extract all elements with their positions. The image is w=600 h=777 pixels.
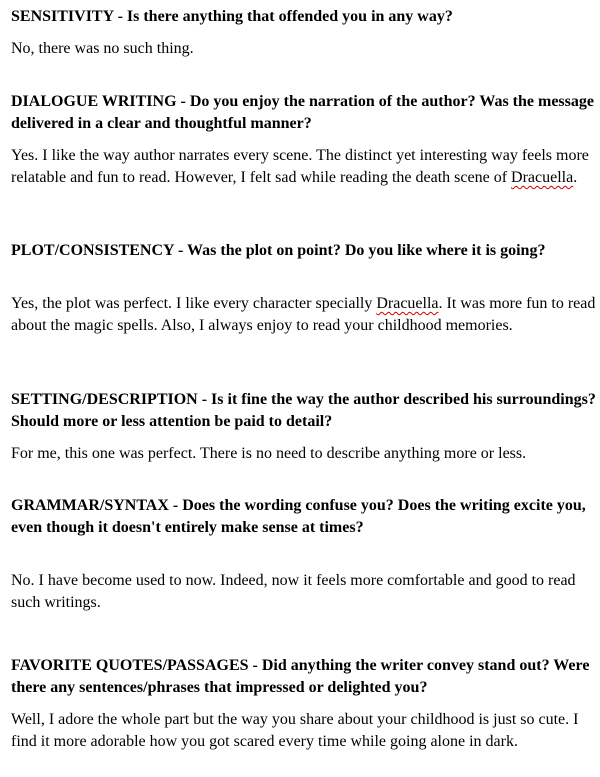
answer-text: . It was more fun to read about the magic spells. Also, I always enjoy to read your childhood memories. — [11, 295, 596, 334]
answer-plot-consistency — [11, 293, 599, 337]
spelling-flagged-word: Dracuella — [511, 169, 574, 186]
question-grammar-syntax: GRAMMAR/SYNTAX - Does the wording confuse you? Does the writing excite you, even though it doesn't entirely make sense at times? — [11, 497, 586, 536]
question-plot-consistency: PLOT/CONSISTENCY - Was the plot on point? Do you like where it is going? — [11, 242, 546, 259]
answer-favorite-quotes: Well, I adore the whole part but the way you share about your childhood is just so cute. I find it more adorable how you got scared every time while going alone in dark. — [11, 711, 579, 750]
question-favorite-quotes: FAVORITE QUOTES/PASSAGES - Did anything the writer convey stand out? Were there any sentences/phrases that impressed or delighted you? — [11, 657, 590, 696]
answer-text: Yes, the plot was perfect. I like every character specially — [11, 295, 377, 312]
spelling-flagged-word: Dracuella — [376, 295, 439, 312]
question-sensitivity: SENSITIVITY - Is there anything that offended you in any way? — [11, 8, 453, 25]
question-setting-description: SETTING/DESCRIPTION - Is it fine the way the author described his surroundings? Should more or less attention be paid to detail? — [11, 391, 596, 430]
answer-sensitivity: No, there was no such thing. — [11, 40, 194, 57]
answer-dialogue-writing — [11, 145, 599, 189]
answer-setting-description: For me, this one was perfect. There is no need to describe anything more or less. — [11, 445, 527, 462]
answer-grammar-syntax: No. I have become used to now. Indeed, now it feels more comfortable and good to read such writings. — [11, 572, 576, 611]
answer-text: Yes. I like the way author narrates every scene. The distinct yet interesting way feels more relatable and fun to read. However, I felt sad while reading the death scene of — [11, 147, 589, 186]
question-dialogue-writing: DIALOGUE WRITING - Do you enjoy the narration of the author? Was the message delivered in a clear and thoughtful manner? — [11, 93, 594, 132]
answer-text: . — [573, 169, 578, 186]
